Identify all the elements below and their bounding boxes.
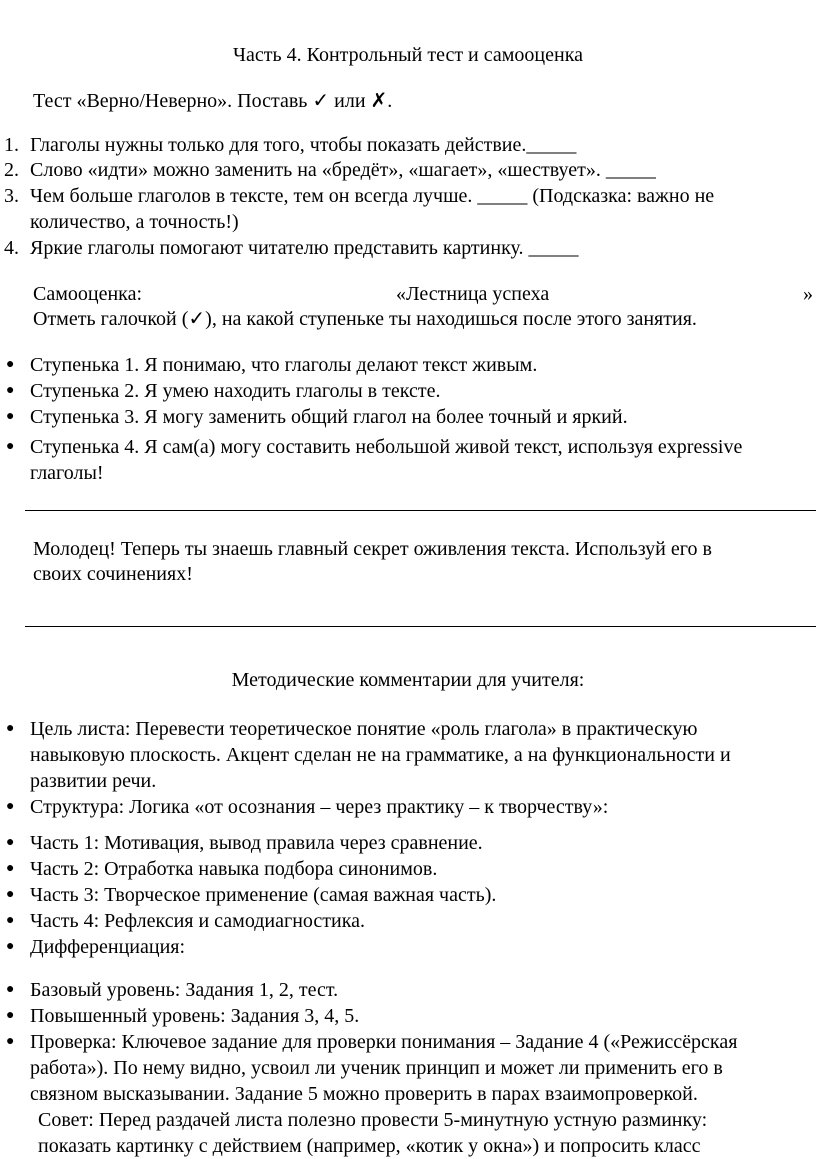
bullet-icon: ● [6, 439, 15, 454]
goal-text: навыковую плоскость. Акцент сделан не на грамматике, а на функциональности и [30, 744, 731, 766]
bullet-icon: ● [6, 1034, 15, 1049]
item-number: 2. [4, 159, 19, 181]
part4-title: Часть 4. Контрольный тест и самооценка [233, 44, 583, 66]
advice-text: Совет: Перед раздачей листа полезно провести 5-минутную устную разминку: [38, 1109, 708, 1131]
bullet-icon: ● [6, 861, 15, 876]
item-text: Яркие глаголы помогают читателю представить картинку. _____ [30, 237, 579, 259]
item-number: 3. [4, 185, 19, 207]
bullet-icon: ● [6, 913, 15, 928]
check-text: связном высказывании. Задание 5 можно проверить в парах взаимопроверкой. [30, 1083, 698, 1105]
praise-text-cont: своих сочинениях! [33, 563, 193, 585]
bullet-icon: ● [6, 357, 15, 372]
bullet-icon: ● [6, 982, 15, 997]
item-text: Чем больше глаголов в тексте, тем он всегда лучше. _____ (Подсказка: важно не [30, 185, 715, 207]
bullet-icon: ● [6, 383, 15, 398]
item-text: Глаголы нужны только для того, чтобы показать действие._____ [30, 134, 577, 156]
structure-text: Структура: Логика «от осознания – через практику – к творчеству»: [30, 796, 609, 818]
advice-text-cont: показать картинку с действием (например, «котик у окна») и попросить класс [38, 1135, 701, 1157]
part-text: Часть 2: Отработка навыка подбора синонимов. [30, 858, 438, 880]
praise-text: Молодец! Теперь ты знаешь главный секрет оживления текста. Используй его в [33, 538, 712, 560]
bullet-icon: ● [6, 721, 15, 736]
bullet-icon: ● [6, 887, 15, 902]
part-text: Часть 1: Мотивация, вывод правила через сравнение. [30, 832, 483, 854]
item-number: 1. [4, 134, 19, 156]
bullet-icon: ● [6, 835, 15, 850]
bullet-icon: ● [6, 939, 15, 954]
step-text: Ступенька 1. Я понимаю, что глаголы делают текст живым. [30, 354, 538, 376]
bullet-icon: ● [6, 799, 15, 814]
mark-instruction: Отметь галочкой (✓), на какой ступеньке ты находишься после этого занятия. [33, 308, 697, 330]
diff-text: Дифференциация: [30, 936, 186, 958]
divider [25, 626, 816, 627]
teacher-title: Методические комментарии для учителя: [231, 669, 585, 691]
level-text: Повышенный уровень: Задания 3, 4, 5. [30, 1005, 360, 1027]
bullet-icon: ● [6, 1008, 15, 1023]
goal-text: Цель листа: Перевести теоретическое понятие «роль глагола» в практическую [30, 718, 698, 740]
item-text: Слово «идти» можно заменить на «бредёт», «шагает», «шествует». _____ [30, 159, 656, 181]
item-number: 4. [4, 237, 19, 259]
step-text-cont: глаголы! [30, 462, 104, 484]
ladder-title-close: » [803, 283, 813, 305]
goal-text: развитии речи. [30, 770, 157, 792]
part-text: Часть 3: Творческое применение (самая важная часть). [30, 884, 497, 906]
check-text: Проверка: Ключевое задание для проверки понимания – Задание 4 («Режиссёрская [30, 1031, 738, 1053]
bullet-icon: ● [6, 409, 15, 424]
step-text: Ступенька 2. Я умею находить глаголы в тексте. [30, 380, 441, 402]
check-text: работа»). По нему видно, усвоил ли ученик принцип и может ли применить его в [30, 1057, 723, 1079]
step-text: Ступенька 3. Я могу заменить общий глагол на более точный и яркий. [30, 406, 628, 428]
test-instruction: Тест «Верно/Неверно». Поставь ✓ или ✗. [33, 90, 393, 112]
step-text: Ступенька 4. Я сам(а) могу составить небольшой живой текст, используя expressive [30, 436, 743, 458]
part-text: Часть 4: Рефлексия и самодиагностика. [30, 910, 366, 932]
self-assessment-label: Самооценка: [33, 283, 143, 305]
level-text: Базовый уровень: Задания 1, 2, тест. [30, 979, 339, 1001]
item-text-cont: количество, а точность!) [30, 211, 239, 233]
divider [25, 510, 816, 511]
ladder-title: «Лестница успеха [396, 283, 550, 305]
